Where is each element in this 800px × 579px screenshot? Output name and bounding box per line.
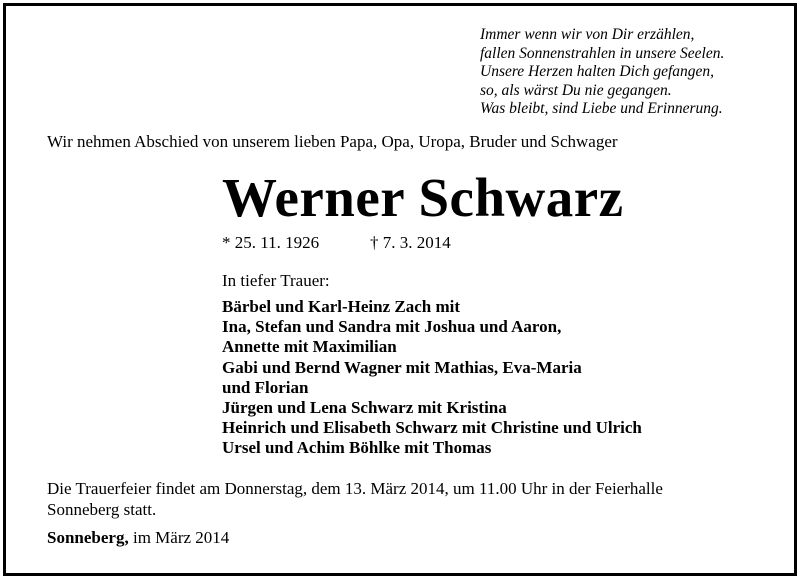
mourner-line: Ursel und Achim Böhlke mit Thomas: [222, 438, 492, 458]
farewell-intro: Wir nehmen Abschied von unserem lieben Papa, Opa, Uropa, Bruder und Schwager: [47, 132, 618, 151]
deceased-name: Werner Schwarz: [222, 167, 624, 228]
mourner-line: Ina, Stefan und Sandra mit Joshua und Aaron,: [222, 317, 562, 337]
place-town: Sonneberg,: [47, 528, 129, 547]
mourner-line: Gabi und Bernd Wagner mit Mathias, Eva-Maria: [222, 357, 582, 377]
funeral-service-info: [47, 479, 663, 520]
poem-line: Unsere Herzen halten Dich gefangen,: [480, 63, 715, 80]
poem-line: so, als wärst Du nie gegangen.: [480, 81, 672, 99]
life-dates: [222, 233, 451, 253]
mourners-list: [222, 297, 642, 459]
mourner-line: Jürgen und Lena Schwarz mit Kristina: [222, 398, 507, 418]
birth-date: * 25. 11. 1926: [222, 233, 320, 252]
mourner-line: Heinrich und Elisabeth Schwarz mit Christine und Ulrich: [222, 418, 642, 438]
place-and-date: [47, 528, 229, 548]
place-date: im März 2014: [128, 528, 230, 547]
poem-line: Was bleibt, sind Liebe und Erinnerung.: [480, 100, 723, 117]
mourner-line: Bärbel und Karl-Heinz Zach mit: [222, 297, 460, 316]
death-date: † 7. 3. 2014: [370, 233, 451, 252]
poem: [480, 26, 724, 119]
mourning-label: In tiefer Trauer:: [222, 271, 330, 290]
service-line: Sonneberg statt.: [47, 499, 157, 519]
poem-line: fallen Sonnenstrahlen in unsere Seelen.: [480, 44, 725, 62]
service-line: Die Trauerfeier findet am Donnerstag, dem 13. März 2014, um 11.00 Uhr in der Feierhalle: [47, 479, 663, 498]
mourner-line: und Florian: [222, 377, 309, 397]
mourner-line: Annette mit Maximilian: [222, 337, 397, 357]
poem-line: Immer wenn wir von Dir erzählen,: [480, 26, 695, 43]
